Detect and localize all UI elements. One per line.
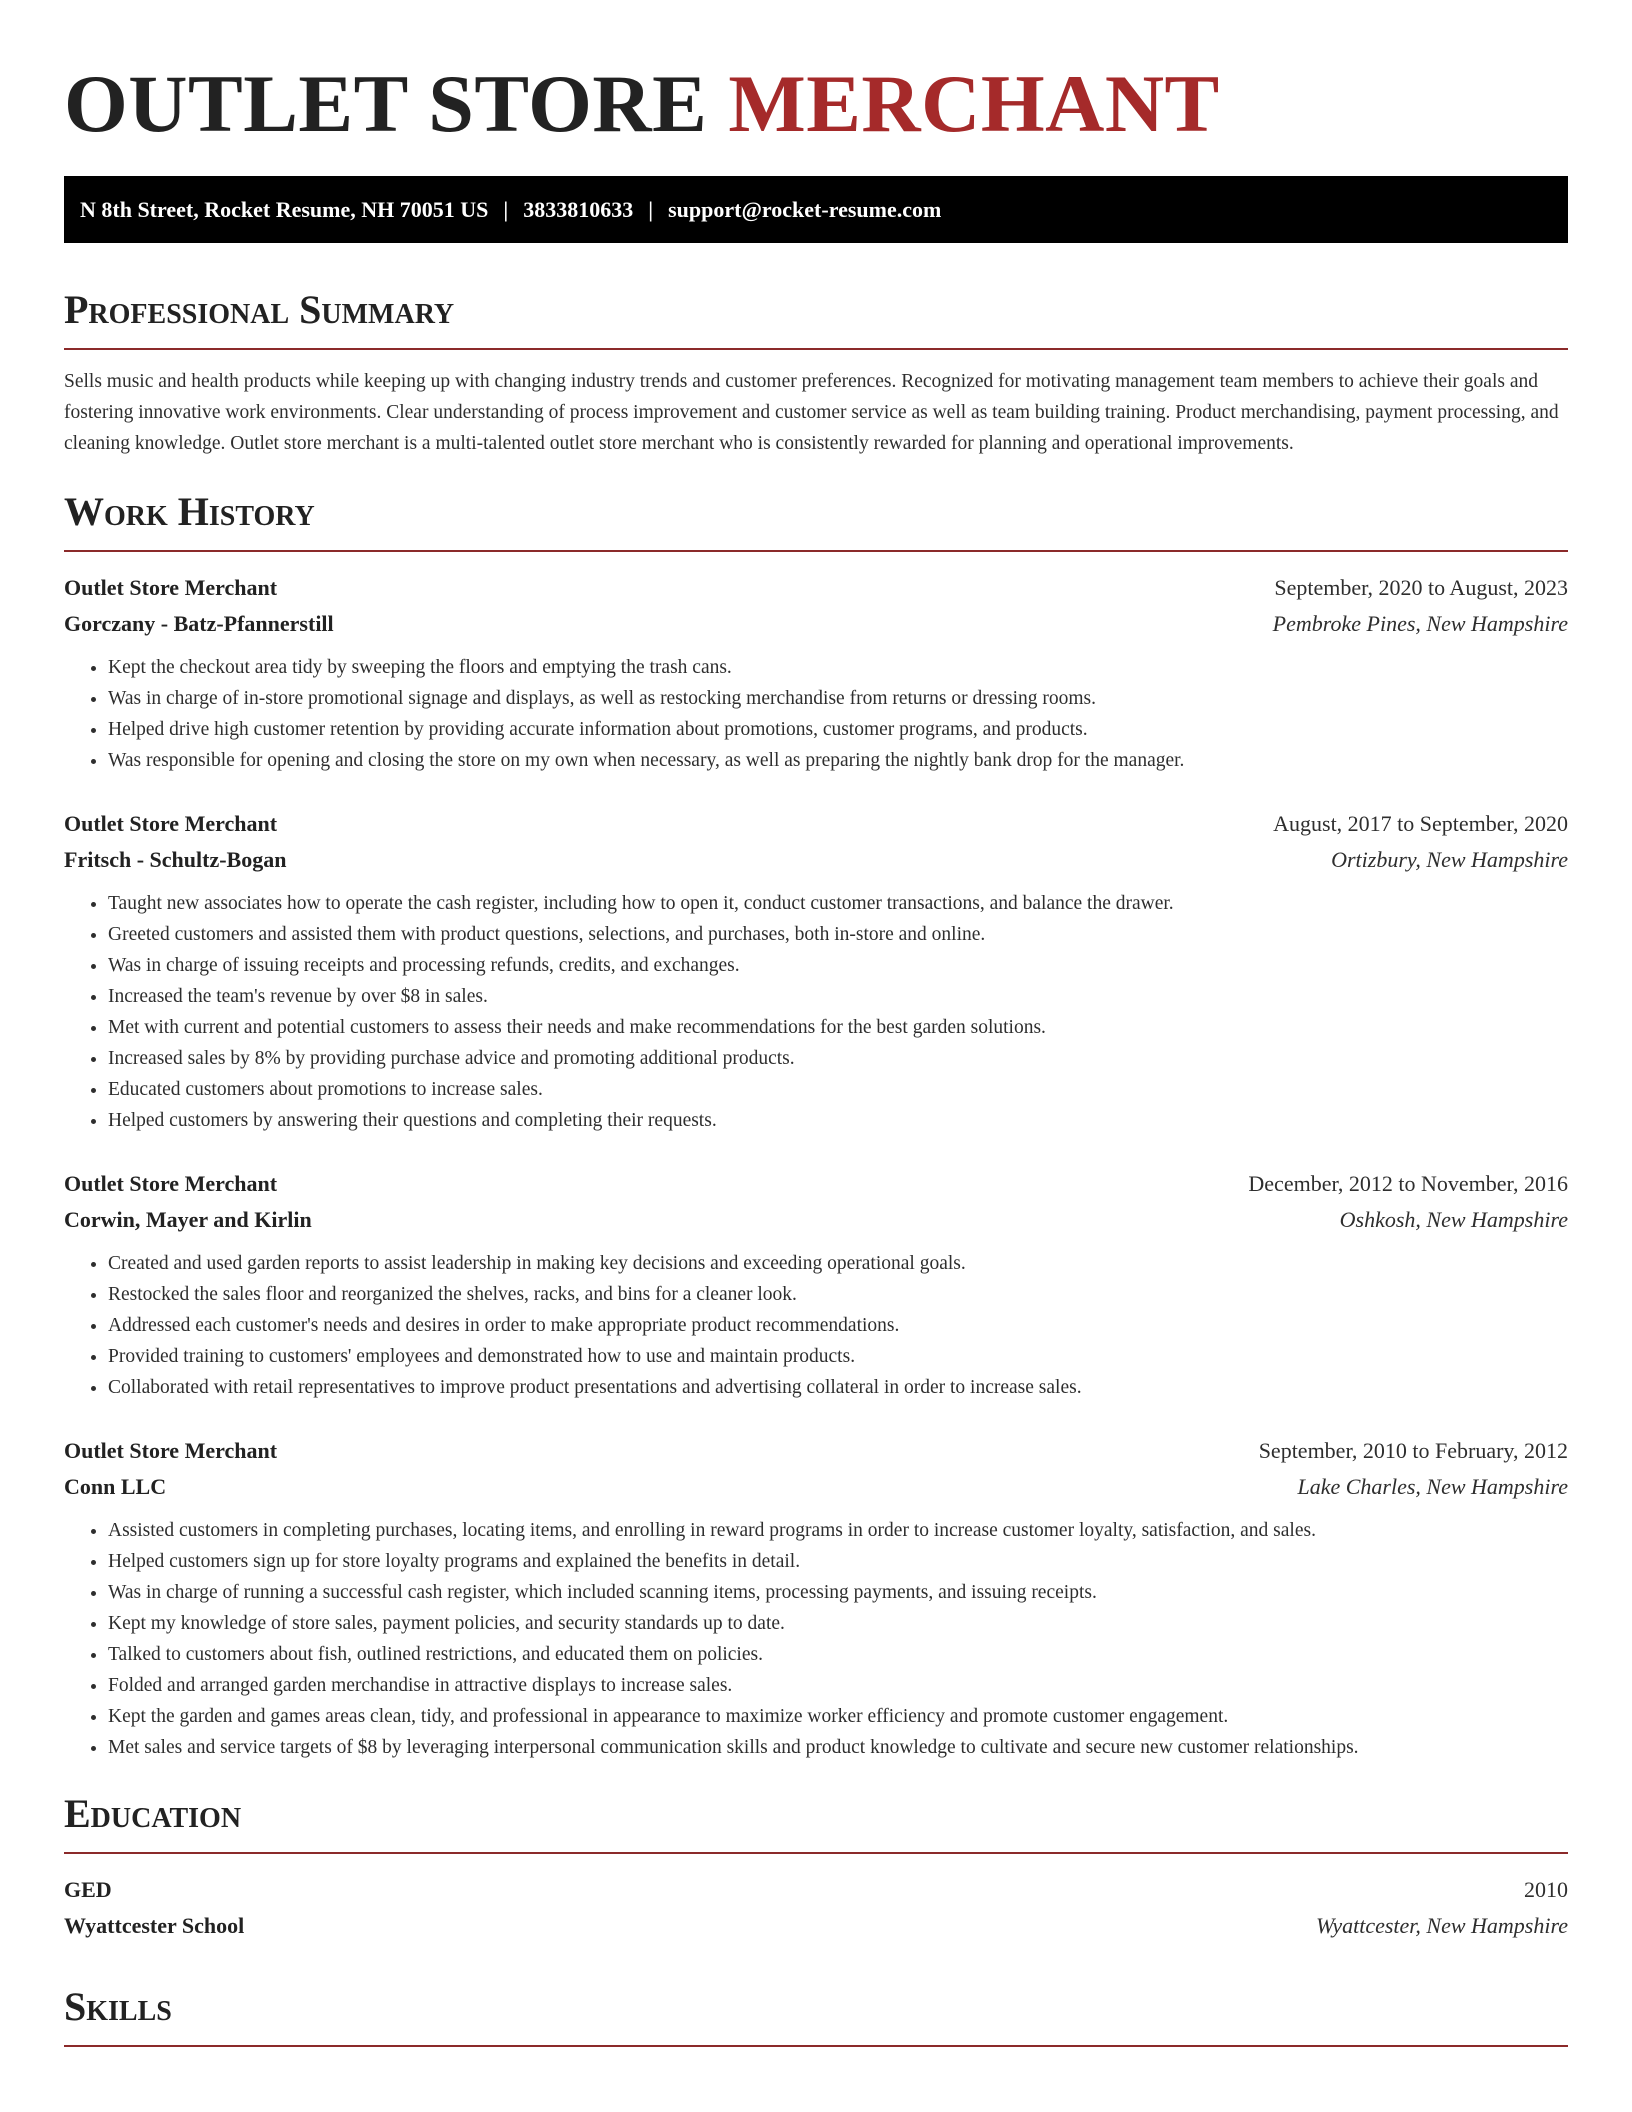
job-header-row [64, 1166, 1568, 1202]
job-role: Outlet Store Merchant [64, 811, 278, 836]
job-bullet: • Helped customers by answering their questions and completing their requests. [108, 1105, 1568, 1136]
job-bullet: • Assisted customers in completing purchases, locating items, and enrolling in reward programs in order to increase customer loyalty, satisfaction, and sales. [108, 1515, 1568, 1546]
name-part-2: MERCHANT [728, 58, 1220, 149]
job-bullets [64, 1248, 1568, 1403]
contact-bar [64, 176, 1568, 243]
summary-text: Sells music and health products while keeping up with changing industry trends and customer preferences. Recognized for motivating management team members to achieve their goals and fostering innovative work environments. Clear understanding of process improvement and customer service as well as team building training. Product merchandising, payment processing, and cleaning knowledge. Outlet store merchant is a multi-talented outlet store merchant who is consistently rewarded for planning and operational improvements. [64, 371, 1559, 454]
job-bullet: • Kept the checkout area tidy by sweeping the floors and emptying the trash cans. [108, 652, 1568, 683]
job-dates: September, 2010 to February, 2012 [1258, 1438, 1568, 1463]
education-degree-row [64, 1872, 1568, 1908]
job-location: Pembroke Pines, New Hampshire [1272, 611, 1568, 636]
resume-name [64, 0, 1568, 152]
education-title: Education [64, 1789, 1568, 1854]
job-bullet: • Helped customers sign up for store loyalty programs and explained the benefits in detail. [108, 1546, 1568, 1577]
job-company-row [64, 842, 1568, 878]
education-location: Wyattcester, New Hampshire [1316, 1913, 1568, 1938]
job-bullet: • Met sales and service targets of $8 by leveraging interpersonal communication skills and product knowledge to cultivate and secure new customer relationships. [108, 1732, 1568, 1763]
summary-title: Professional Summary [64, 285, 1568, 350]
job-bullet: • Provided training to customers' employees and demonstrated how to use and maintain products. [108, 1341, 1568, 1372]
job-company: Gorczany - Batz-Pfannerstill [64, 611, 334, 636]
education-degree: GED [64, 1877, 112, 1902]
job-bullet: • Collaborated with retail representatives to improve product presentations and advertising collateral in order to increase sales. [108, 1372, 1568, 1403]
education-entry [64, 1872, 1568, 1944]
education-section [64, 1789, 1568, 1944]
job-location: Oshkosh, New Hampshire [1339, 1207, 1568, 1232]
job-bullet: • Helped drive high customer retention by providing accurate information about promotions, customer programs, and products. [108, 714, 1568, 745]
job-bullet: • Educated customers about promotions to increase sales. [108, 1074, 1568, 1105]
job-dates: December, 2012 to November, 2016 [1248, 1171, 1568, 1196]
job-bullets [64, 1515, 1568, 1763]
education-school-row [64, 1908, 1568, 1944]
name-part-1: OUTLET STORE [64, 58, 708, 149]
contact-email: support@rocket-resume.com [668, 196, 942, 222]
job-bullets [64, 652, 1568, 776]
contact-phone: 3833810633 [523, 196, 634, 222]
job-role: Outlet Store Merchant [64, 1438, 278, 1463]
skills-section [64, 1982, 1568, 2047]
job-header-row [64, 1433, 1568, 1469]
job-bullet: • Taught new associates how to operate the cash register, including how to open it, conduct customer transactions, and balance the drawer. [108, 888, 1568, 919]
job-role: Outlet Store Merchant [64, 575, 278, 600]
job-bullet: • Kept the garden and games areas clean, tidy, and professional in appearance to maximize worker efficiency and promote customer engagement. [108, 1701, 1568, 1732]
job-entry [64, 570, 1568, 776]
job-entry [64, 806, 1568, 1136]
job-bullet: • Increased the team's revenue by over $8 in sales. [108, 981, 1568, 1012]
job-entry [64, 1433, 1568, 1763]
job-bullet: • Increased sales by 8% by providing purchase advice and promoting additional products. [108, 1043, 1568, 1074]
summary-section [64, 285, 1568, 459]
job-location: Lake Charles, New Hampshire [1297, 1474, 1568, 1499]
job-dates: September, 2020 to August, 2023 [1274, 575, 1568, 600]
contact-separator: | [503, 196, 509, 222]
job-header-row [64, 806, 1568, 842]
job-company: Corwin, Mayer and Kirlin [64, 1207, 312, 1232]
job-company: Fritsch - Schultz-Bogan [64, 847, 287, 872]
skills-title: Skills [64, 1982, 1568, 2047]
job-bullet: • Addressed each customer's needs and desires in order to make appropriate product recommendations. [108, 1310, 1568, 1341]
job-entry [64, 1166, 1568, 1403]
education-school: Wyattcester School [64, 1913, 245, 1938]
work-history-title: Work History [64, 487, 1568, 552]
job-bullet: • Kept my knowledge of store sales, payment policies, and security standards up to date. [108, 1608, 1568, 1639]
job-header-row [64, 570, 1568, 606]
job-bullet: • Folded and arranged garden merchandise in attractive displays to increase sales. [108, 1670, 1568, 1701]
job-bullet: • Was in charge of in-store promotional signage and displays, as well as restocking merchandise from returns or dressing rooms. [108, 683, 1568, 714]
contact-address: N 8th Street, Rocket Resume, NH 70051 US [80, 196, 489, 222]
job-dates: August, 2017 to September, 2020 [1273, 811, 1568, 836]
contact-separator: | [648, 196, 654, 222]
job-bullet: • Greeted customers and assisted them with product questions, selections, and purchases, both in-store and online. [108, 919, 1568, 950]
education-year: 2010 [1524, 1877, 1568, 1902]
job-bullet: • Was responsible for opening and closing the store on my own when necessary, as well as preparing the nightly bank drop for the manager. [108, 745, 1568, 776]
job-bullets [64, 888, 1568, 1136]
job-bullet: • Was in charge of issuing receipts and processing refunds, credits, and exchanges. [108, 950, 1568, 981]
job-bullet: • Created and used garden reports to assist leadership in making key decisions and exceeding operational goals. [108, 1248, 1568, 1279]
job-bullet: • Talked to customers about fish, outlined restrictions, and educated them on policies. [108, 1639, 1568, 1670]
job-location: Ortizbury, New Hampshire [1331, 847, 1568, 872]
job-bullet: • Restocked the sales floor and reorganized the shelves, racks, and bins for a cleaner look. [108, 1279, 1568, 1310]
job-company-row [64, 606, 1568, 642]
job-bullet: • Met with current and potential customers to assess their needs and make recommendations for the best garden solutions. [108, 1012, 1568, 1043]
job-company-row [64, 1469, 1568, 1505]
work-history-section [64, 487, 1568, 1763]
job-company-row [64, 1202, 1568, 1238]
job-company: Conn LLC [64, 1474, 167, 1499]
job-role: Outlet Store Merchant [64, 1171, 278, 1196]
job-bullet: • Was in charge of running a successful cash register, which included scanning items, processing payments, and issuing receipts. [108, 1577, 1568, 1608]
